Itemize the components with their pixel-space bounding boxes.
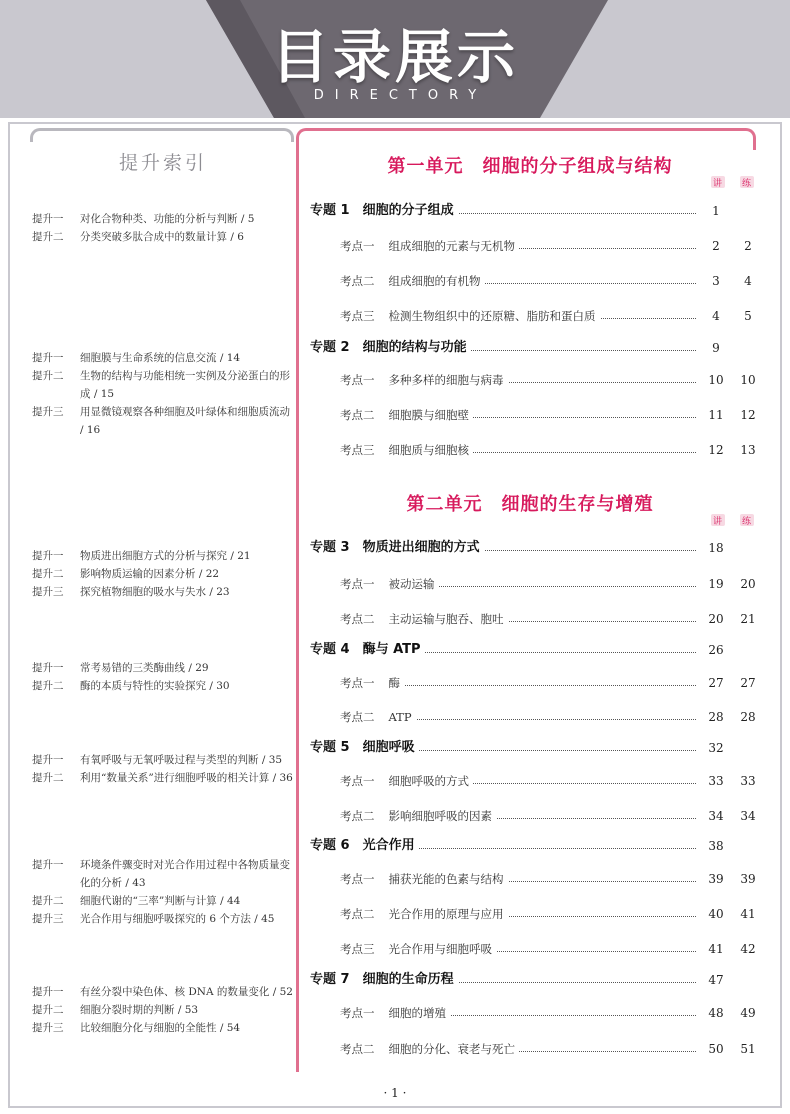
left-group-6 [32, 856, 294, 928]
left-item[interactable]: 提升一 常考易错的三类酶曲线 / 29 [32, 662, 209, 674]
page-jiang: 20 [704, 609, 728, 629]
left-item[interactable]: 提升二 细胞分裂时期的判断 / 53 [32, 1004, 199, 1016]
left-item[interactable]: 提升二 影响物质运输的因素分析 / 22 [32, 568, 220, 580]
jiang-tag: 讲 [713, 517, 723, 527]
page-jiang: 34 [704, 806, 728, 826]
page-jiang: 10 [704, 370, 728, 390]
page-lian: 2 [744, 239, 752, 253]
page-lian: 34 [740, 809, 756, 823]
toc-point[interactable]: 考点三 光合作用与细胞呼吸 41 42 [340, 939, 754, 959]
page-lian: 28 [740, 710, 756, 724]
left-item[interactable]: 提升三 光合作用与细胞呼吸探究的 6 个方法 / 45 [32, 913, 275, 925]
page-jiang: 33 [704, 771, 728, 791]
left-item[interactable]: 提升二 利用“数量关系”进行细胞呼吸的相关计算 / 36 [32, 772, 293, 784]
lian-tag: 练 [742, 179, 752, 189]
toc-point[interactable]: 考点二 ATP 28 28 [340, 707, 754, 727]
page-title: 目录展示 [270, 23, 519, 91]
left-item[interactable]: 提升一 有丝分裂中染色体、核 DNA 的数量变化 / 52 [32, 986, 293, 998]
left-item[interactable]: 提升一 环境条件骤变时对光合作用过程中各物质量变化的分析 / 43 [32, 859, 290, 889]
left-group-3 [32, 547, 294, 601]
page-lian: 4 [744, 274, 752, 288]
page-lian: 41 [740, 907, 756, 921]
page-lian: 49 [740, 1006, 756, 1020]
page-lian: 33 [740, 774, 756, 788]
toc-point[interactable]: 考点一 被动运输 19 20 [340, 574, 754, 594]
page-lian: 21 [740, 612, 756, 626]
right-column-rule [296, 128, 756, 1072]
toc-point[interactable]: 考点二 组成细胞的有机物 3 4 [340, 271, 754, 291]
left-item[interactable]: 提升一 物质进出细胞方式的分析与探究 / 21 [32, 550, 251, 562]
left-item[interactable]: 提升三 比较细胞分化与细胞的全能性 / 54 [32, 1022, 241, 1034]
page-jiang: 2 [704, 236, 728, 256]
page-jiang: 11 [704, 405, 728, 425]
toc-topic-7[interactable]: 专题 7 细胞的生命历程 47 [310, 970, 754, 990]
toc-topic-3[interactable]: 专题 3 物质进出细胞的方式 18 [310, 538, 754, 558]
lian-tag: 练 [742, 517, 752, 527]
page-lian: 20 [740, 577, 756, 591]
left-group-1 [32, 210, 294, 246]
toc-point[interactable]: 考点二 影响细胞呼吸的因素 34 34 [340, 806, 754, 826]
left-item[interactable]: 提升三 探究植物细胞的吸水与失水 / 23 [32, 586, 230, 598]
page-jiang: 40 [704, 904, 728, 924]
left-item[interactable]: 提升二 分类突破多肽合成中的数量计算 / 6 [32, 231, 244, 243]
page-lian: 39 [740, 872, 756, 886]
left-column-rule [30, 128, 294, 142]
left-group-5 [32, 751, 294, 787]
page-jiang: 4 [704, 306, 728, 326]
toc-point[interactable]: 考点一 细胞的增殖 48 49 [340, 1003, 754, 1023]
toc-point[interactable]: 考点一 多种多样的细胞与病毒 10 10 [340, 370, 754, 390]
toc-topic-4[interactable]: 专题 4 酶与 ATP 26 [310, 640, 754, 660]
toc-point[interactable]: 考点三 细胞质与细胞核 12 13 [340, 440, 754, 460]
page-number: · 1 · [383, 1086, 407, 1100]
page-jiang: 18 [704, 538, 728, 558]
left-group-7 [32, 983, 294, 1037]
page-jiang: 19 [704, 574, 728, 594]
toc-point[interactable]: 考点二 细胞膜与细胞壁 11 12 [340, 405, 754, 425]
page-jiang: 50 [704, 1039, 728, 1059]
page-lian: 13 [740, 443, 756, 457]
page-lian: 42 [740, 942, 756, 956]
page-subtitle: DIRECTORY [313, 88, 488, 103]
page-jiang: 48 [704, 1003, 728, 1023]
page-lian: 10 [740, 373, 756, 387]
left-group-2 [32, 349, 294, 439]
toc-point[interactable]: 考点三 检测生物组织中的还原糖、脂肪和蛋白质 4 5 [340, 306, 754, 326]
unit-title-2: 第二单元 细胞的生存与增殖 [406, 494, 654, 515]
page-jiang: 39 [704, 869, 728, 889]
page-jiang: 9 [704, 338, 728, 358]
unit-title-1: 第一单元 细胞的分子组成与结构 [387, 156, 673, 177]
page-lian: 51 [740, 1042, 756, 1056]
left-item[interactable]: 提升一 对化合物种类、功能的分析与判断 / 5 [32, 213, 255, 225]
toc-topic-5[interactable]: 专题 5 细胞呼吸 32 [310, 738, 754, 758]
page-jiang: 47 [704, 970, 728, 990]
left-group-4 [32, 659, 294, 695]
left-heading: 提升索引 [118, 152, 207, 174]
left-item[interactable]: 提升二 细胞代谢的“三率”判断与计算 / 44 [32, 895, 241, 907]
left-item[interactable]: 提升三 用显微镜观察各种细胞及叶绿体和细胞质流动 / 16 [32, 406, 290, 436]
toc-point[interactable]: 考点二 光合作用的原理与应用 40 41 [340, 904, 754, 924]
page-lian: 5 [744, 309, 752, 323]
page-jiang: 41 [704, 939, 728, 959]
toc-point[interactable]: 考点一 组成细胞的元素与无机物 2 2 [340, 236, 754, 256]
left-item[interactable]: 提升二 生物的结构与功能相统一实例及分泌蛋白的形成 / 15 [32, 370, 290, 400]
toc-point[interactable]: 考点一 酶 27 27 [340, 673, 754, 693]
page-jiang: 12 [704, 440, 728, 460]
page-jiang: 26 [704, 640, 728, 660]
toc-topic-1[interactable]: 专题 1 细胞的分子组成 1 [310, 201, 754, 221]
page-jiang: 3 [704, 271, 728, 291]
page-jiang: 1 [704, 201, 728, 221]
jiang-tag: 讲 [713, 179, 723, 189]
left-item[interactable]: 提升二 酶的本质与特性的实验探究 / 30 [32, 680, 230, 692]
page-jiang: 32 [704, 738, 728, 758]
left-item[interactable]: 提升一 细胞膜与生命系统的信息交流 / 14 [32, 352, 241, 364]
left-item[interactable]: 提升一 有氧呼吸与无氧呼吸过程与类型的判断 / 35 [32, 754, 283, 766]
toc-point[interactable]: 考点一 捕获光能的色素与结构 39 39 [340, 869, 754, 889]
toc-point[interactable]: 考点一 细胞呼吸的方式 33 33 [340, 771, 754, 791]
toc-topic-6[interactable]: 专题 6 光合作用 38 [310, 836, 754, 856]
page-lian: 12 [740, 408, 756, 422]
toc-point[interactable]: 考点二 主动运输与胞吞、胞吐 20 21 [340, 609, 754, 629]
page-lian: 27 [740, 676, 756, 690]
page-jiang: 38 [704, 836, 728, 856]
toc-point[interactable]: 考点二 细胞的分化、衰老与死亡 50 51 [340, 1039, 754, 1059]
page-jiang: 27 [704, 673, 728, 693]
toc-topic-2[interactable]: 专题 2 细胞的结构与功能 9 [310, 338, 754, 358]
page-jiang: 28 [704, 707, 728, 727]
